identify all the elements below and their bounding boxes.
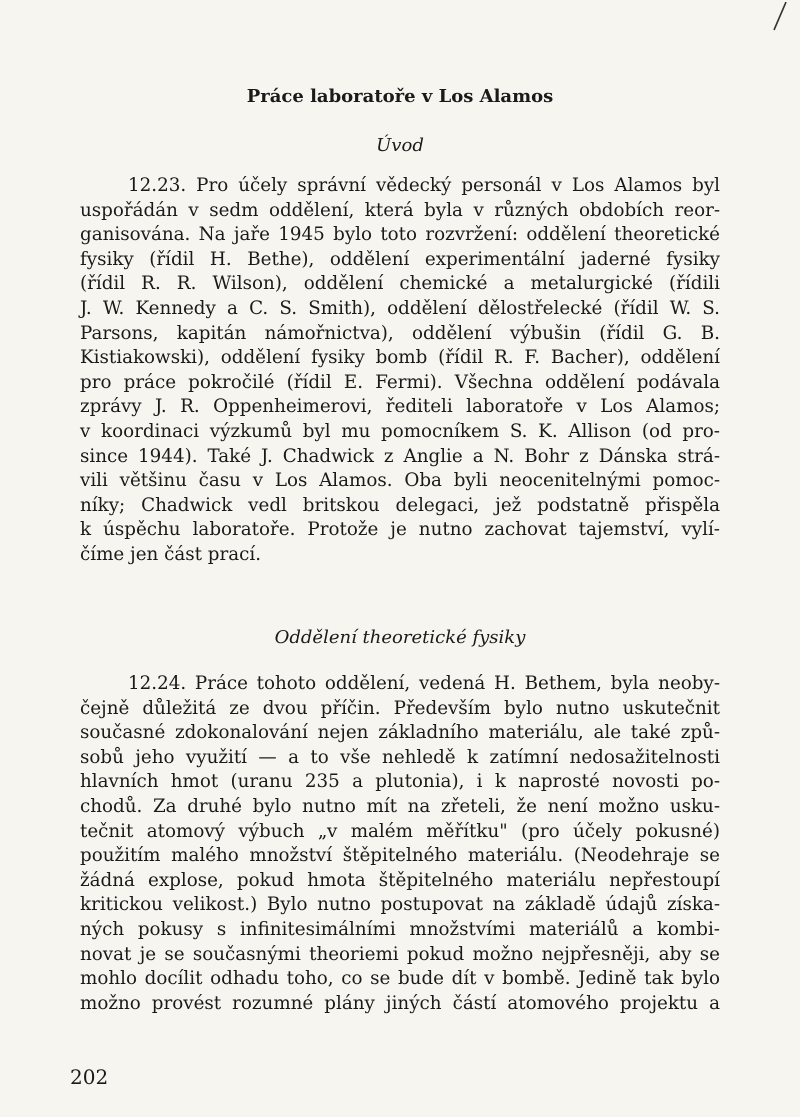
text-line: číme jen část prací. [80, 543, 262, 565]
text-line: tečnit atomový výbuch „v malém měřítku" (pro účely pokusné) [80, 820, 720, 842]
text-line: ných pokusy s infinitesimálními množstvími materiálů a kombi- [80, 918, 720, 940]
page-number: 202 [70, 1065, 109, 1089]
text-line: vili většinu času v Los Alamos. Oba byli neocenitelnými pomoc- [80, 470, 720, 492]
section-heading-theoretical-physics: Oddělení theoretické fysiky [274, 627, 526, 648]
text-line: chodů. Za druhé bylo nutno mít na zřeteli, že není možno usku- [80, 795, 720, 817]
text-line: kritickou velikost.) Bylo nutno postupovat na základě údajů získa- [80, 894, 720, 916]
text-line: v koordinaci výzkumů byl mu pomocníkem S. K. Allison (od pro- [80, 420, 720, 442]
text-line: ganisována. Na jaře 1945 bylo toto rozvržení: oddělení theoretické [80, 224, 720, 246]
text-line: (řídil R. R. Wilson), oddělení chemické a metalurgické (řídili [80, 273, 720, 295]
text-line: fysiky (řídil H. Bethe), oddělení experimentální jaderné fysiky [80, 248, 720, 270]
text-line: současné zdokonalování nejen základního materiálu, ale také způ- [80, 722, 720, 744]
page-title: Práce laboratoře v Los Alamos [246, 86, 554, 107]
text-line: Kistiakowski), oddělení fysiky bomb (řídil R. F. Bacher), oddělení [80, 347, 720, 369]
text-line: since 1944). Také J. Chadwick z Anglie a N. Bohr z Dánska strá- [80, 445, 720, 467]
text-line: pro práce pokročilé (řídil E. Fermi). Všechna oddělení podávala [80, 371, 720, 393]
text-line: novat je se současnými theoriemi pokud možno nejpřesněji, aby se [80, 943, 720, 965]
text-line: k úspěchu laboratoře. Protože je nutno zachovat tajemství, vylí- [80, 519, 720, 541]
text-line: sobů jeho využití — a to vše nehledě k zatímní nedosažitelnosti [80, 746, 720, 768]
text-line: níky; Chadwick vedl britskou delegaci, jež podstatně přispěla [80, 494, 720, 516]
text-line: zprávy J. R. Oppenheimerovi, řediteli laboratoře v Los Alamos; [80, 396, 720, 418]
section-heading-uvod: Úvod [376, 135, 424, 156]
text-line: čejně důležitá ze dvou příčin. Především bylo nutno uskutečnit [80, 697, 720, 719]
text-line: použitím malého množství štěpitelného materiálu. (Neodehraje se [80, 845, 720, 867]
paragraph-12-24 [80, 672, 720, 1016]
corner-scan-mark [768, 2, 788, 32]
text-line: Parsons, kapitán námořnictva), oddělení výbušin (řídil G. B. [80, 322, 720, 344]
text-line: 12.24. Práce tohoto oddělení, vedená H. Bethem, byla neoby- [128, 673, 720, 694]
text-line: možno provést rozumné plány jiných částí atomového projektu a [80, 992, 720, 1014]
text-line: 12.23. Pro účely správní vědecký personál v Los Alamos byl [128, 175, 720, 196]
paragraph-12-23 [80, 174, 720, 568]
text-line: J. W. Kennedy a C. S. Smith), oddělení dělostřelecké (řídil W. S. [80, 297, 720, 319]
text-line: žádná explose, pokud hmota štěpitelného materiálu nepřestoupí [80, 869, 720, 891]
text-line: uspořádán v sedm oddělení, která byla v různých obdobích reor- [80, 199, 720, 221]
text-line: hlavních hmot (uranu 235 a plutonia), i k naprosté novosti po- [80, 771, 720, 793]
text-line: mohlo docílit odhadu toho, co se bude dít v bombě. Jedině tak bylo [80, 968, 720, 990]
